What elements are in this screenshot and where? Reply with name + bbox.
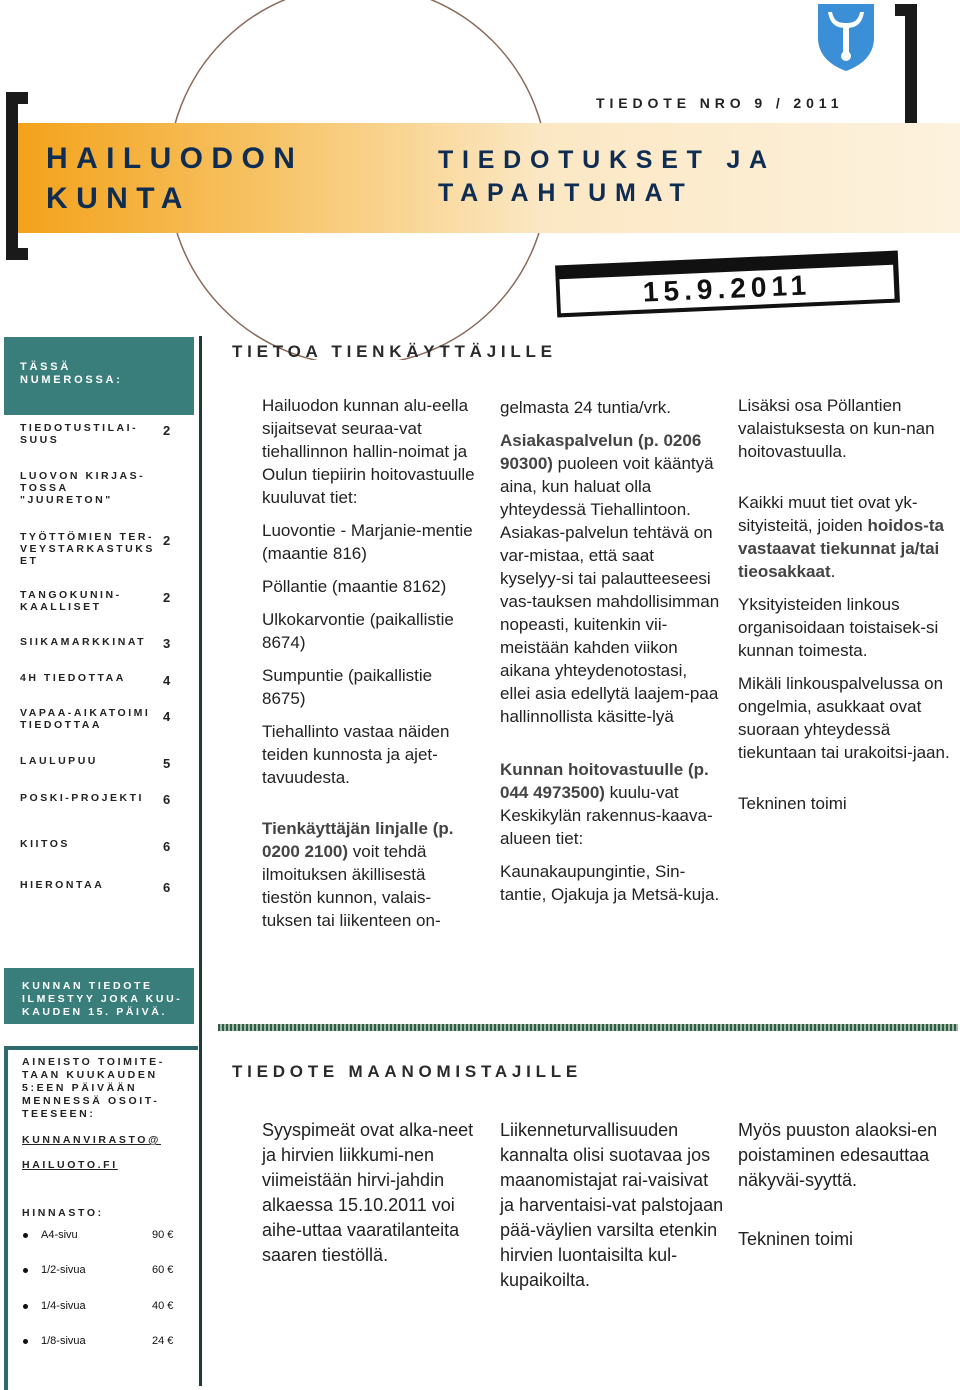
- section-separator: [218, 1024, 958, 1031]
- customer-service-text: puoleen voit kääntyä aina, kun haluat olla yhteydessä Tiehallintoon. Asiakas-palvelun tehtävä on var-mistaa, että saat kyselyy-si tai palautteeseesi vas-tauksen mahdollisimman nopeasti, kuitenkin vii-meistään kahden viikon aikana yhteydenotostasi, ellei asia edellytä laajem-paa hallinnollista käsitte-lyä: [500, 454, 720, 726]
- text-span: .: [830, 562, 836, 581]
- toc-item-label[interactable]: POSKI-PROJEKTI: [20, 792, 144, 804]
- toc-item-page: 3: [163, 636, 171, 651]
- paragraph: [262, 817, 480, 932]
- toc-item-label[interactable]: SIIKAMARKKINAT: [20, 636, 147, 648]
- toc-item-page: 6: [163, 792, 171, 807]
- price-item: 1/4-sivua: [41, 1300, 86, 1312]
- price-item: A4-sivu: [41, 1229, 78, 1241]
- release-note-box: [4, 968, 194, 1024]
- municipality-maintenance-label: Kunnan hoitovastuulle (p. 044 4973500): [500, 760, 709, 802]
- bullet-icon: [23, 1233, 28, 1238]
- paragraph: Tiehallinto vastaa näiden teiden kunnosta ja ajet-tavuudesta.: [262, 722, 450, 787]
- toc-item-label[interactable]: TIEDOTUSTILAI-SUUS: [20, 422, 139, 446]
- price-item: 1/2-sivua: [41, 1264, 86, 1276]
- toc-item-label[interactable]: LUOVON KIRJAS-TOSSA "JUURETON": [20, 470, 146, 506]
- bullet-icon: [23, 1304, 28, 1309]
- hotline-label: Tienkäyttäjän linjalle (p. 0200 2100): [262, 819, 454, 861]
- paragraph: Hailuodon kunnan alu-eella sijaitsevat seuraa-vat tiehallinnon hallin-noimat ja Oulun tiepiirin hoitovastuulle kuuluvat tiet:: [262, 396, 475, 507]
- toc-item-label[interactable]: KIITOS: [20, 838, 70, 850]
- road-item: Luovontie - Marjanie-mentie (maantie 816): [262, 521, 473, 563]
- toc-item-label[interactable]: 4H TIEDOTTAA: [20, 672, 126, 684]
- toc-item-label[interactable]: TYÖTTÖMIEN TER-VEYSTARKASTUKS ET: [20, 531, 155, 567]
- email-link-line1[interactable]: KUNNANVIRASTO@: [22, 1134, 161, 1146]
- paragraph: Myös puuston alaoksi-en poistaminen edesauttaa näkyväi-syyttä.: [738, 1120, 938, 1190]
- newsletter-subtitle-line2: TAPAHTUMAT: [438, 179, 694, 207]
- price-value: 60 €: [152, 1264, 174, 1276]
- issue-number: TIEDOTE NRO 9 / 2011: [596, 95, 844, 111]
- toc-item-page: 6: [163, 839, 171, 854]
- text-span: Kaikki muut tiet ovat yk-sityisteitä, joiden: [738, 493, 918, 535]
- toc-item-label[interactable]: VAPAA-AIKATOIMI TIEDOTTAA: [20, 707, 151, 731]
- price-item: 1/8-sivua: [41, 1335, 86, 1347]
- release-note: KUNNAN TIEDOTE ILMESTYY JOKA KUU-KAUDEN 15. PÄIVÄ.: [22, 980, 183, 1018]
- price-value: 40 €: [152, 1300, 174, 1312]
- toc-item-label[interactable]: HIERONTAA: [20, 879, 105, 891]
- signature: Tekninen toimi: [738, 794, 847, 813]
- municipality-maintenance-text: kuulu-vat Keskikylän rakennus-kaava-alueen tiet:: [500, 783, 713, 848]
- highlight-text: hoidos-ta vastaavat tiekunnat ja/tai tieosakkaat: [738, 516, 944, 581]
- paragraph: gelmasta 24 tuntia/vrk.: [500, 398, 672, 417]
- toc-item-page: 6: [163, 880, 171, 895]
- section-heading-landowners: TIEDOTE MAANOMISTAJILLE: [232, 1062, 582, 1081]
- customer-service-label: Asiakaspalvelun (p. 0206 90300): [500, 431, 702, 473]
- section1-column3: [738, 394, 953, 825]
- road-item: Pöllantie (maantie 8162): [262, 577, 447, 596]
- price-value: 24 €: [152, 1335, 174, 1347]
- toc-item-page: 4: [163, 709, 171, 724]
- road-item: Sumpuntie (paikallistie 8675): [262, 666, 433, 708]
- paragraph: Lisäksi osa Pöllantien valaistuksesta on kun-nan hoitovastuulla.: [738, 396, 935, 461]
- toc-item-page: 2: [163, 423, 171, 438]
- price-value: 90 €: [152, 1229, 174, 1241]
- newsletter-subtitle-line1: TIEDOTUKSET JA: [438, 146, 776, 174]
- toc-item-label[interactable]: LAULUPUU: [20, 755, 98, 767]
- toc-item-page: 5: [163, 756, 171, 771]
- submission-note: AINEISTO TOIMITE-TAAN KUUKAUDEN 5:EEN PÄIVÄÄN MENNESSÄ OSOIT-TEESEEN:: [22, 1056, 165, 1120]
- email-link-line2[interactable]: HAILUOTO.FI: [22, 1159, 118, 1171]
- section2-column1: Syyspimeät ovat alka-neet ja hirvien liikkumi-nen viimeistään hirvi-jahdin alkaessa 15.10.2011 voi aihe-uttaa vaaratilanteita saaren tiestöllä.: [262, 1120, 474, 1265]
- pricing-heading: HINNASTO:: [22, 1207, 104, 1219]
- section1-column1: [262, 394, 480, 942]
- section2-column2: Liikenneturvallisuuden kannalta olisi suotavaa jos maanomistajat rai-vaisivat ja harventaisi-vat palstojaan pää-väylien varsilta etenkin hirvien luontaisilta kul-kupaikoilta.: [500, 1120, 724, 1290]
- left-bracket-decoration: [4, 92, 28, 260]
- toc-item-page: 2: [163, 590, 171, 605]
- section2-column3: [738, 1118, 953, 1252]
- paragraph: Mikäli linkouspalvelussa on ongelmia, asukkaat ovat suoraan yhteydessä tiekuntaan tai urakoitsi-jaan.: [738, 674, 950, 762]
- paragraph: Kaunakaupungintie, Sin-tantie, Ojakuja ja Metsä-kuja.: [500, 862, 720, 904]
- paragraph: [738, 491, 953, 583]
- toc-item-page: 2: [163, 533, 171, 548]
- toc-item-page: 4: [163, 673, 171, 688]
- section1-column2: [500, 396, 720, 916]
- hotline-text: voit tehdä ilmoituksen äkillisestä tiestön kunnon, valais-tuksen tai liikenteen on-: [262, 842, 441, 930]
- contents-heading-box: [4, 337, 194, 415]
- road-item: Ulkokarvontie (paikallistie 8674): [262, 610, 454, 652]
- municipality-name-line2: KUNTA: [46, 182, 191, 215]
- contents-heading: TÄSSÄ NUMEROSSA:: [20, 361, 123, 386]
- bullet-icon: [23, 1339, 28, 1344]
- municipality-name-line1: HAILUODON: [46, 142, 304, 175]
- sidebar-divider: [199, 336, 202, 1386]
- section-heading-road-users: TIETOA TIENKÄYTTÄJILLE: [232, 342, 557, 361]
- toc-item-label[interactable]: TANGOKUNIN-KAALLISET: [20, 589, 122, 613]
- issue-date: 15.9.2011: [559, 265, 894, 314]
- paragraph: Yksityisteiden linkous organisoidaan toistaisek-si kunnan toimesta.: [738, 595, 939, 660]
- bullet-icon: [23, 1268, 28, 1273]
- paragraph: [500, 758, 720, 850]
- paragraph: [500, 429, 720, 728]
- signature: Tekninen toimi: [738, 1229, 854, 1249]
